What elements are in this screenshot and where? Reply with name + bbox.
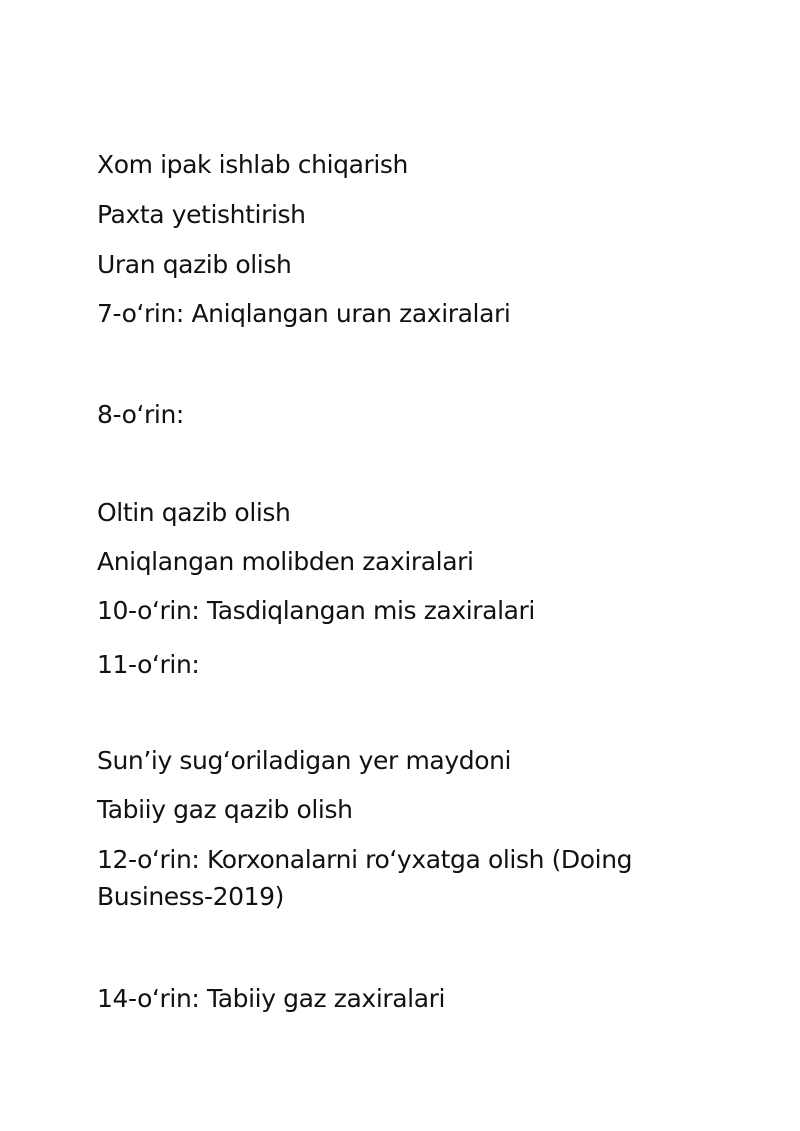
text-line-uranium-mining: Uran qazib olish bbox=[97, 250, 292, 279]
text-line-rank-8: 8-o‘rin: bbox=[97, 400, 184, 429]
text-line-molybdenum: Aniqlangan molibden zaxiralari bbox=[97, 547, 474, 576]
text-line-cotton: Paxta yetishtirish bbox=[97, 200, 306, 229]
text-line-raw-silk: Xom ipak ishlab chiqarish bbox=[97, 150, 408, 179]
text-line-gold-mining: Oltin qazib olish bbox=[97, 498, 291, 527]
text-line-rank-12: 12-o‘rin: Korxonalarni ro‘yxatga olish (Doing Business-2019) bbox=[97, 845, 633, 911]
text-line-rank-14: 14-o‘rin: Tabiiy gaz zaxiralari bbox=[97, 984, 446, 1013]
text-line-gas-production: Tabiiy gaz qazib olish bbox=[97, 795, 353, 824]
text-line-rank-7: 7-o‘rin: Aniqlangan uran zaxiralari bbox=[97, 299, 511, 328]
text-line-rank-10: 10-o‘rin: Tasdiqlangan mis zaxiralari bbox=[97, 596, 535, 625]
text-line-irrigated-land: Sun’iy sug‘oriladigan yer maydoni bbox=[97, 746, 512, 775]
text-line-rank-11: 11-o‘rin: bbox=[97, 650, 200, 679]
